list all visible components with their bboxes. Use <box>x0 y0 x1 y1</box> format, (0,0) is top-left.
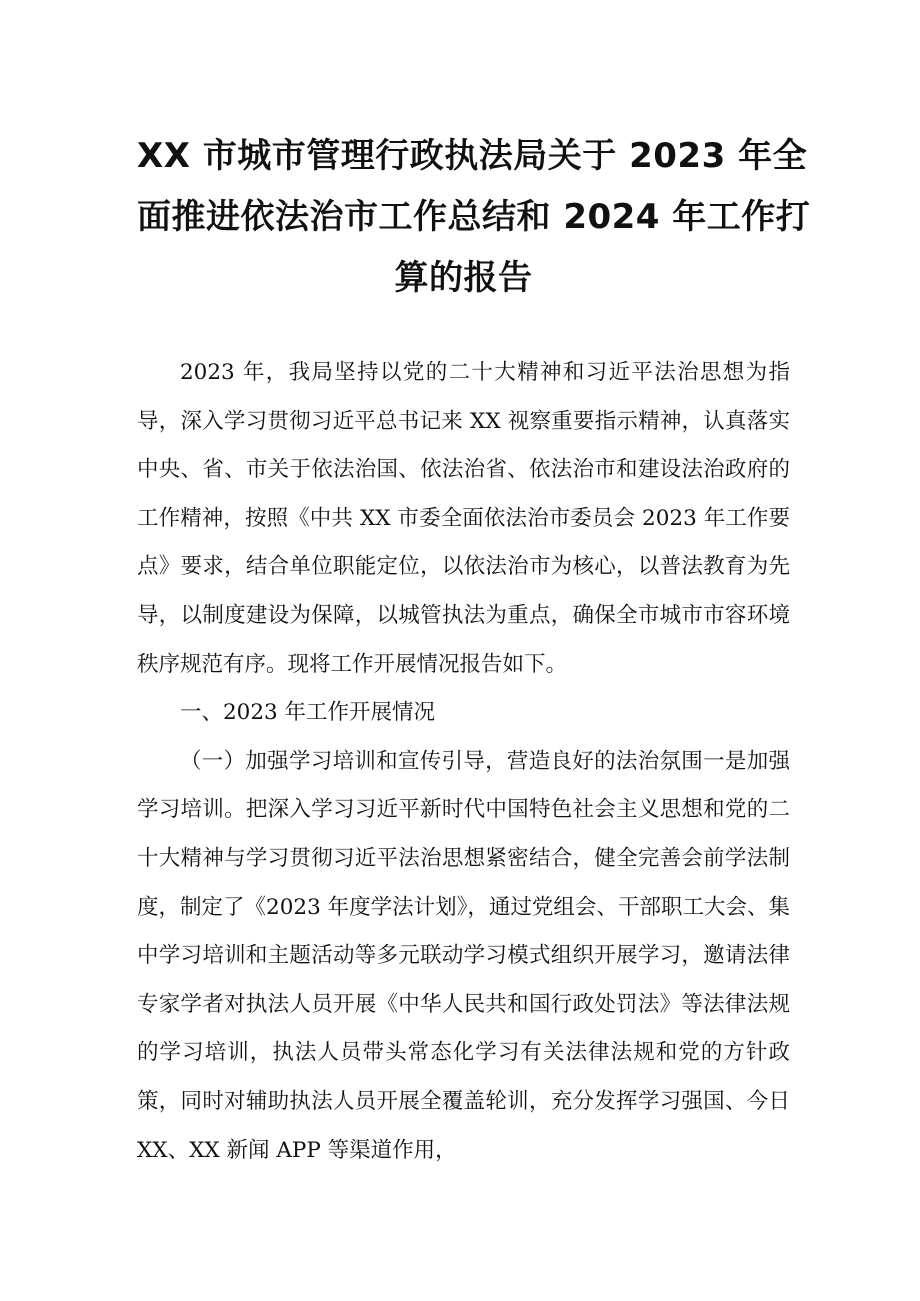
document-title <box>137 126 811 309</box>
title-line-3: 算的报告 <box>394 258 533 298</box>
subsection-paragraph: （一）加强学习培训和宣传引导，营造良好的法治氛围一是加强学习培训。把深入学习习近平新时代中国特色社会主义思想和党的二十大精神与学习贯彻习近平法治思想紧密结合，健全完善会前学法制度，制定了《2023 年度学法计划》，通过党组会、干部职工大会、集中学习培训和主题活动等多元联动学习模式组织开展学习，邀请法律专家学者对执法人员开展《中华人民共和国行政处罚法》等法律法规的学习培训，执法人员带头常态化学习有关法律法规和党的方针政策，同时对辅助执法人员开展全覆盖轮训，充分发挥学习强国、今日 XX、XX 新闻 APP 等渠道作用， <box>137 748 790 1163</box>
title-line-1: XX 市城市管理行政执法局关于 2023 年全 <box>137 136 808 176</box>
section-heading: 一、2023 年工作开展情况 <box>180 700 436 726</box>
intro-paragraph: 2023 年，我局坚持以党的二十大精神和习近平法治思想为指导，深入学习贯彻习近平总书记来 XX 视察重要指示精神，认真落实中央、省、市关于依法治国、依法治省、依法治市和建设法治政府的工作精神，按照《中共 XX 市委全面依法治市委员会 2023 年工作要点》要求，结合单位职能定位，以依法治市为核心，以普法教育为先导，以制度建设为保障，以城管执法为重点，确保全市城市市容环境秩序规范有序。现将工作开展情况报告如下。 <box>137 360 790 677</box>
title-line-2: 面推进依法治市工作总结和 2024 年工作打 <box>137 197 811 237</box>
document-body <box>137 349 790 1175</box>
